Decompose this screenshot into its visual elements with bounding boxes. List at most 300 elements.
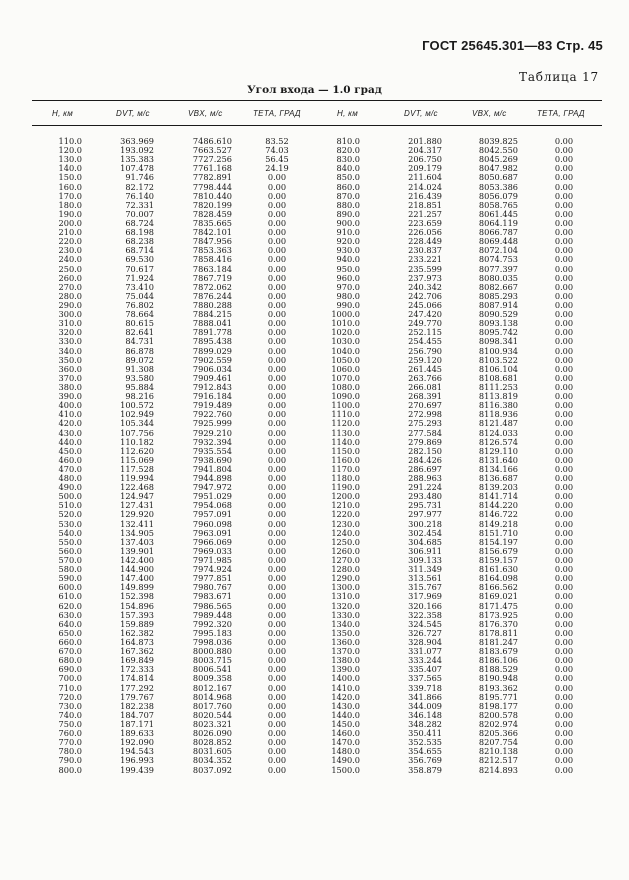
table-cell: 210.0 xyxy=(58,227,82,238)
table-cell: 83.52 xyxy=(265,136,289,146)
table-cell: 216.439 xyxy=(408,190,442,201)
table-cell: 105.344 xyxy=(120,418,154,429)
table-cell: 8045.269 xyxy=(478,154,518,165)
table-cell: 230.837 xyxy=(408,245,442,256)
table-cell: 245.066 xyxy=(408,299,442,310)
table-cell: 348.282 xyxy=(408,719,442,729)
table-cell: 0.00 xyxy=(554,299,574,310)
table-cell: 8151.710 xyxy=(478,527,518,538)
table-cell: 7909.461 xyxy=(192,372,232,383)
table-cell: 0.00 xyxy=(267,536,287,547)
table-cell: 0.00 xyxy=(554,664,574,675)
table-cell: 8171.475 xyxy=(478,600,518,611)
table-cell: 0.00 xyxy=(267,655,287,666)
table-cell: 291.224 xyxy=(408,482,442,493)
column-vbx-left xyxy=(172,137,232,775)
table-cell: 256.790 xyxy=(408,345,442,356)
table-cell: 650.0 xyxy=(58,627,82,638)
table-cell: 240.342 xyxy=(408,281,442,292)
table-cell: 1350.0 xyxy=(331,627,360,638)
table-cell: 0.00 xyxy=(267,400,287,411)
table-cell: 1460.0 xyxy=(331,728,360,739)
table-cell: 93.580 xyxy=(125,372,154,383)
table-cell: 324.545 xyxy=(408,618,442,629)
table-cell: 0.00 xyxy=(267,673,287,684)
table-cell: 8212.517 xyxy=(478,755,518,766)
table-cell: 8190.948 xyxy=(478,673,518,684)
table-cell: 333.244 xyxy=(408,655,442,666)
table-cell: 7998.036 xyxy=(192,637,232,648)
table-cell: 870.0 xyxy=(336,190,360,201)
table-cell: 0.00 xyxy=(554,618,574,629)
table-cell: 920.0 xyxy=(336,236,360,247)
table-cell: 7842.101 xyxy=(192,227,232,238)
table-cell: 266.081 xyxy=(408,381,442,392)
table-cell: 8017.760 xyxy=(192,700,232,711)
table-cell: 204.317 xyxy=(408,145,442,156)
table-cell: 8061.445 xyxy=(478,208,518,219)
table-cell: 335.407 xyxy=(408,664,442,675)
table-cell: 790.0 xyxy=(58,755,82,766)
table-cell: 8098.341 xyxy=(478,336,518,347)
table-cell: 223.659 xyxy=(408,217,442,228)
table-cell: 252.115 xyxy=(408,327,442,338)
table-cell: 7863.184 xyxy=(192,263,232,274)
table-cell: 520.0 xyxy=(58,509,82,520)
table-cell: 1080.0 xyxy=(331,381,360,392)
table-cell: 0.00 xyxy=(267,318,287,329)
table-cell: 68.714 xyxy=(125,245,154,256)
table-cell: 7761.168 xyxy=(192,163,232,174)
col-header-h-right: H, км xyxy=(337,109,358,118)
table-cell: 630.0 xyxy=(58,609,82,620)
table-cell: 470.0 xyxy=(58,463,82,474)
table-cell: 144.900 xyxy=(120,564,154,575)
table-cell: 1140.0 xyxy=(331,436,360,447)
table-cell: 8026.090 xyxy=(192,728,232,739)
table-subtitle: Угол входа — 1.0 град xyxy=(247,84,382,96)
table-cell: 1490.0 xyxy=(331,755,360,766)
table-cell: 315.767 xyxy=(408,582,442,593)
table-cell: 8090.529 xyxy=(478,309,518,320)
column-dvt-left xyxy=(96,137,154,775)
table-cell: 700.0 xyxy=(58,673,82,684)
table-cell: 320.0 xyxy=(58,327,82,338)
table-cell: 0.00 xyxy=(554,163,574,174)
table-cell: 8200.578 xyxy=(478,709,518,720)
table-cell: 1450.0 xyxy=(331,719,360,729)
table-cell: 0.00 xyxy=(554,500,574,511)
table-cell: 570.0 xyxy=(58,555,82,566)
table-cell: 8085.293 xyxy=(478,290,518,301)
table-cell: 890.0 xyxy=(336,208,360,219)
table-cell: 363.969 xyxy=(120,136,154,146)
table-cell: 0.00 xyxy=(554,746,574,757)
table-cell: 8058.765 xyxy=(478,199,518,210)
table-cell: 8108.681 xyxy=(478,372,518,383)
table-cell: 0.00 xyxy=(554,728,574,739)
table-cell: 8103.522 xyxy=(478,354,518,365)
table-cell: 930.0 xyxy=(336,245,360,256)
table-cell: 272.998 xyxy=(408,409,442,420)
table-cell: 1420.0 xyxy=(331,691,360,702)
table-cell: 8202.974 xyxy=(478,719,518,729)
table-cell: 8093.138 xyxy=(478,318,518,329)
table-cell: 91.746 xyxy=(125,172,154,183)
table-cell: 84.731 xyxy=(125,336,154,347)
table-cell: 233.221 xyxy=(408,254,442,265)
table-cell: 0.00 xyxy=(554,400,574,411)
column-h-right xyxy=(316,137,360,775)
table-cell: 0.00 xyxy=(554,445,574,456)
table-cell: 0.00 xyxy=(554,536,574,547)
table-cell: 8183.679 xyxy=(478,646,518,657)
table-cell: 7995.183 xyxy=(192,627,232,638)
table-cell: 235.599 xyxy=(408,263,442,274)
col-header-dvt-left: DVT, м/с xyxy=(116,109,150,118)
table-cell: 8129.110 xyxy=(478,445,518,456)
table-cell: 8144.220 xyxy=(478,500,518,511)
table-cell: 0.00 xyxy=(554,709,574,720)
table-cell: 7938.690 xyxy=(192,454,232,465)
table-cell: 0.00 xyxy=(554,463,574,474)
table-cell: 0.00 xyxy=(267,527,287,538)
table-cell: 8042.550 xyxy=(478,145,518,156)
table-cell: 7925.999 xyxy=(192,418,232,429)
table-cell: 370.0 xyxy=(58,372,82,383)
table-cell: 7989.448 xyxy=(192,609,232,620)
table-cell: 0.00 xyxy=(554,719,574,729)
table-cell: 7929.210 xyxy=(192,427,232,438)
table-cell: 7992.320 xyxy=(192,618,232,629)
table-cell: 140.0 xyxy=(58,163,82,174)
table-cell: 0.00 xyxy=(554,427,574,438)
table-cell: 0.00 xyxy=(267,646,287,657)
table-cell: 0.00 xyxy=(267,555,287,566)
table-cell: 0.00 xyxy=(554,764,574,775)
table-cell: 76.802 xyxy=(125,299,154,310)
table-cell: 137.403 xyxy=(120,536,154,547)
table-cell: 1070.0 xyxy=(331,372,360,383)
table-cell: 344.009 xyxy=(408,700,442,711)
table-cell: 820.0 xyxy=(336,145,360,156)
table-cell: 7884.215 xyxy=(192,309,232,320)
table-cell: 8006.541 xyxy=(192,664,232,675)
table-cell: 430.0 xyxy=(58,427,82,438)
table-cell: 7960.098 xyxy=(192,518,232,529)
table-cell: 8003.715 xyxy=(192,655,232,666)
table-cell: 8146.722 xyxy=(478,509,518,520)
col-header-h-left: H, км xyxy=(52,109,73,118)
table-cell: 540.0 xyxy=(58,527,82,538)
table-cell: 0.00 xyxy=(267,473,287,484)
table-cell: 0.00 xyxy=(267,172,287,183)
table-cell: 100.572 xyxy=(120,400,154,411)
table-cell: 0.00 xyxy=(554,682,574,693)
table-cell: 590.0 xyxy=(58,573,82,584)
table-cell: 0.00 xyxy=(554,582,574,593)
table-cell: 117.528 xyxy=(120,463,154,474)
table-cell: 7828.459 xyxy=(192,208,232,219)
table-cell: 68.724 xyxy=(125,217,154,228)
table-cell: 990.0 xyxy=(336,299,360,310)
table-cell: 1440.0 xyxy=(331,709,360,720)
table-cell: 7969.033 xyxy=(192,545,232,556)
table-cell: 1190.0 xyxy=(331,482,360,493)
table-cell: 0.00 xyxy=(267,500,287,511)
table-cell: 0.00 xyxy=(267,700,287,711)
column-dvt-right xyxy=(384,137,442,775)
table-cell: 0.00 xyxy=(267,217,287,228)
table-cell: 228.449 xyxy=(408,236,442,247)
table-cell: 0.00 xyxy=(267,682,287,693)
table-cell: 8173.925 xyxy=(478,609,518,620)
table-cell: 240.0 xyxy=(58,254,82,265)
table-cell: 0.00 xyxy=(267,664,287,675)
table-cell: 8176.370 xyxy=(478,618,518,629)
table-cell: 0.00 xyxy=(554,327,574,338)
table-cell: 350.0 xyxy=(58,354,82,365)
table-cell: 300.218 xyxy=(408,518,442,529)
table-cell: 8000.880 xyxy=(192,646,232,657)
table-cell: 860.0 xyxy=(336,181,360,192)
table-cell: 8186.106 xyxy=(478,655,518,666)
table-cell: 132.411 xyxy=(120,518,154,529)
table-cell: 309.133 xyxy=(408,555,442,566)
table-cell: 340.0 xyxy=(58,345,82,356)
table-cell: 0.00 xyxy=(554,245,574,256)
table-cell: 230.0 xyxy=(58,245,82,256)
table-cell: 354.655 xyxy=(408,746,442,757)
table-cell: 24.19 xyxy=(265,163,289,174)
table-cell: 0.00 xyxy=(554,391,574,402)
table-cell: 7916.184 xyxy=(192,391,232,402)
table-cell: 78.664 xyxy=(125,309,154,320)
table-cell: 115.069 xyxy=(120,454,154,465)
table-cell: 129.920 xyxy=(120,509,154,520)
table-cell: 0.00 xyxy=(554,473,574,484)
col-header-teta-right: ТЕТА, ГРАД xyxy=(537,109,585,118)
table-cell: 7853.363 xyxy=(192,245,232,256)
table-cell: 280.0 xyxy=(58,290,82,301)
table-cell: 8106.104 xyxy=(478,363,518,374)
table-cell: 1240.0 xyxy=(331,527,360,538)
table-cell: 196.993 xyxy=(120,755,154,766)
table-cell: 218.851 xyxy=(408,199,442,210)
table-cell: 460.0 xyxy=(58,454,82,465)
table-cell: 0.00 xyxy=(267,372,287,383)
table-cell: 7895.438 xyxy=(192,336,232,347)
table-cell: 1020.0 xyxy=(331,327,360,338)
table-cell: 8118.936 xyxy=(478,409,518,420)
table-cell: 7977.851 xyxy=(192,573,232,584)
table-cell: 8095.742 xyxy=(478,327,518,338)
table-cell: 263.766 xyxy=(408,372,442,383)
table-cell: 311.349 xyxy=(408,564,442,575)
table-cell: 7847.956 xyxy=(192,236,232,247)
table-cell: 91.308 xyxy=(125,363,154,374)
table-cell: 297.977 xyxy=(408,509,442,520)
table-cell: 192.090 xyxy=(120,737,154,748)
table-cell: 0.00 xyxy=(267,290,287,301)
table-cell: 0.00 xyxy=(267,363,287,374)
table-cell: 0.00 xyxy=(554,199,574,210)
table-cell: 8164.098 xyxy=(478,573,518,584)
table-cell: 0.00 xyxy=(554,272,574,283)
table-cell: 8074.753 xyxy=(478,254,518,265)
table-cell: 352.535 xyxy=(408,737,442,748)
table-cell: 1060.0 xyxy=(331,363,360,374)
table-cell: 69.530 xyxy=(125,254,154,265)
table-cell: 182.238 xyxy=(120,700,154,711)
table-cell: 8064.119 xyxy=(478,217,518,228)
table-cell: 0.00 xyxy=(267,755,287,766)
table-cell: 346.148 xyxy=(408,709,442,720)
table-cell: 0.00 xyxy=(267,573,287,584)
table-cell: 880.0 xyxy=(336,199,360,210)
table-cell: 293.480 xyxy=(408,491,442,502)
table-cell: 8053.386 xyxy=(478,181,518,192)
table-cell: 275.293 xyxy=(408,418,442,429)
table-cell: 135.383 xyxy=(120,154,154,165)
table-cell: 0.00 xyxy=(267,627,287,638)
table-cell: 72.331 xyxy=(125,199,154,210)
table-cell: 80.615 xyxy=(125,318,154,329)
table-cell: 201.880 xyxy=(408,136,442,146)
table-cell: 480.0 xyxy=(58,473,82,484)
table-cell: 221.257 xyxy=(408,208,442,219)
table-cell: 341.866 xyxy=(408,691,442,702)
table-cell: 237.973 xyxy=(408,272,442,283)
table-cell: 0.00 xyxy=(267,418,287,429)
table-cell: 0.00 xyxy=(554,454,574,465)
table-cell: 164.873 xyxy=(120,637,154,648)
col-header-teta-left: ТЕТА, ГРАД xyxy=(253,109,301,118)
table-cell: 0.00 xyxy=(267,509,287,520)
table-cell: 0.00 xyxy=(554,755,574,766)
table-cell: 0.00 xyxy=(267,600,287,611)
table-cell: 277.584 xyxy=(408,427,442,438)
table-cell: 8066.787 xyxy=(478,227,518,238)
table-cell: 0.00 xyxy=(267,609,287,620)
table-cell: 0.00 xyxy=(554,263,574,274)
table-cell: 8141.714 xyxy=(478,491,518,502)
table-cell: 1290.0 xyxy=(331,573,360,584)
table-cell: 7966.069 xyxy=(192,536,232,547)
table-cell: 71.924 xyxy=(125,272,154,283)
table-cell: 560.0 xyxy=(58,545,82,556)
table-cell: 0.00 xyxy=(267,245,287,256)
table-cell: 304.685 xyxy=(408,536,442,547)
table-cell: 326.727 xyxy=(408,627,442,638)
table-cell: 124.947 xyxy=(120,491,154,502)
table-cell: 7835.665 xyxy=(192,217,232,228)
page-header: ГОСТ 25645.301—83 Стр. 45 xyxy=(422,38,603,53)
table-cell: 160.0 xyxy=(58,181,82,192)
table-cell: 288.963 xyxy=(408,473,442,484)
table-cell: 8111.253 xyxy=(478,381,518,392)
table-cell: 8031.605 xyxy=(192,746,232,757)
table-cell: 89.072 xyxy=(125,354,154,365)
table-cell: 0.00 xyxy=(554,381,574,392)
table-cell: 95.884 xyxy=(125,381,154,392)
table-cell: 0.00 xyxy=(267,454,287,465)
table-cell: 8116.380 xyxy=(478,400,518,411)
table-cell: 0.00 xyxy=(554,372,574,383)
table-cell: 220.0 xyxy=(58,236,82,247)
table-cell: 328.904 xyxy=(408,637,442,648)
table-cell: 0.00 xyxy=(554,190,574,201)
table-cell: 162.382 xyxy=(120,627,154,638)
table-cell: 1050.0 xyxy=(331,354,360,365)
table-cell: 7906.034 xyxy=(192,363,232,374)
table-cell: 0.00 xyxy=(554,573,574,584)
table-cell: 249.770 xyxy=(408,318,442,329)
table-cell: 313.561 xyxy=(408,573,442,584)
table-cell: 295.731 xyxy=(408,500,442,511)
table-cell: 102.949 xyxy=(120,409,154,420)
table-cell: 82.641 xyxy=(125,327,154,338)
table-cell: 56.45 xyxy=(265,154,289,165)
table-cell: 0.00 xyxy=(267,236,287,247)
table-cell: 70.617 xyxy=(125,263,154,274)
table-cell: 331.077 xyxy=(408,646,442,657)
table-cell: 420.0 xyxy=(58,418,82,429)
table-cell: 0.00 xyxy=(267,427,287,438)
table-cell: 7922.760 xyxy=(192,409,232,420)
table-cell: 119.994 xyxy=(120,473,154,484)
table-cell: 7867.719 xyxy=(192,272,232,283)
table-cell: 356.769 xyxy=(408,755,442,766)
table-cell: 840.0 xyxy=(336,163,360,174)
table-cell: 68.198 xyxy=(125,227,154,238)
table-cell: 200.0 xyxy=(58,217,82,228)
table-cell: 110.182 xyxy=(120,436,154,447)
table-cell: 7858.416 xyxy=(192,254,232,265)
table-cell: 1320.0 xyxy=(331,600,360,611)
table-cell: 1310.0 xyxy=(331,591,360,602)
table-cell: 780.0 xyxy=(58,746,82,757)
table-cell: 600.0 xyxy=(58,582,82,593)
table-cell: 250.0 xyxy=(58,263,82,274)
table-cell: 760.0 xyxy=(58,728,82,739)
table-cell: 8178.811 xyxy=(478,627,518,638)
table-cell: 350.411 xyxy=(408,728,442,739)
table-cell: 0.00 xyxy=(554,527,574,538)
table-cell: 0.00 xyxy=(267,436,287,447)
table-cell: 0.00 xyxy=(267,190,287,201)
table-cell: 7935.554 xyxy=(192,445,232,456)
table-cell: 226.056 xyxy=(408,227,442,238)
table-cell: 0.00 xyxy=(267,254,287,265)
table-cell: 8169.021 xyxy=(478,591,518,602)
table-cell: 390.0 xyxy=(58,391,82,402)
table-cell: 7663.527 xyxy=(192,145,232,156)
table-cell: 530.0 xyxy=(58,518,82,529)
table-cell: 7957.091 xyxy=(192,509,232,520)
table-cell: 1370.0 xyxy=(331,646,360,657)
table-cell: 0.00 xyxy=(554,591,574,602)
table-cell: 122.468 xyxy=(120,482,154,493)
table-cell: 660.0 xyxy=(58,637,82,648)
table-cell: 268.391 xyxy=(408,391,442,402)
table-cell: 193.092 xyxy=(120,145,154,156)
table-cell: 120.0 xyxy=(58,145,82,156)
table-cell: 0.00 xyxy=(267,591,287,602)
table-cell: 7912.843 xyxy=(192,381,232,392)
table-cell: 310.0 xyxy=(58,318,82,329)
table-cell: 1470.0 xyxy=(331,737,360,748)
